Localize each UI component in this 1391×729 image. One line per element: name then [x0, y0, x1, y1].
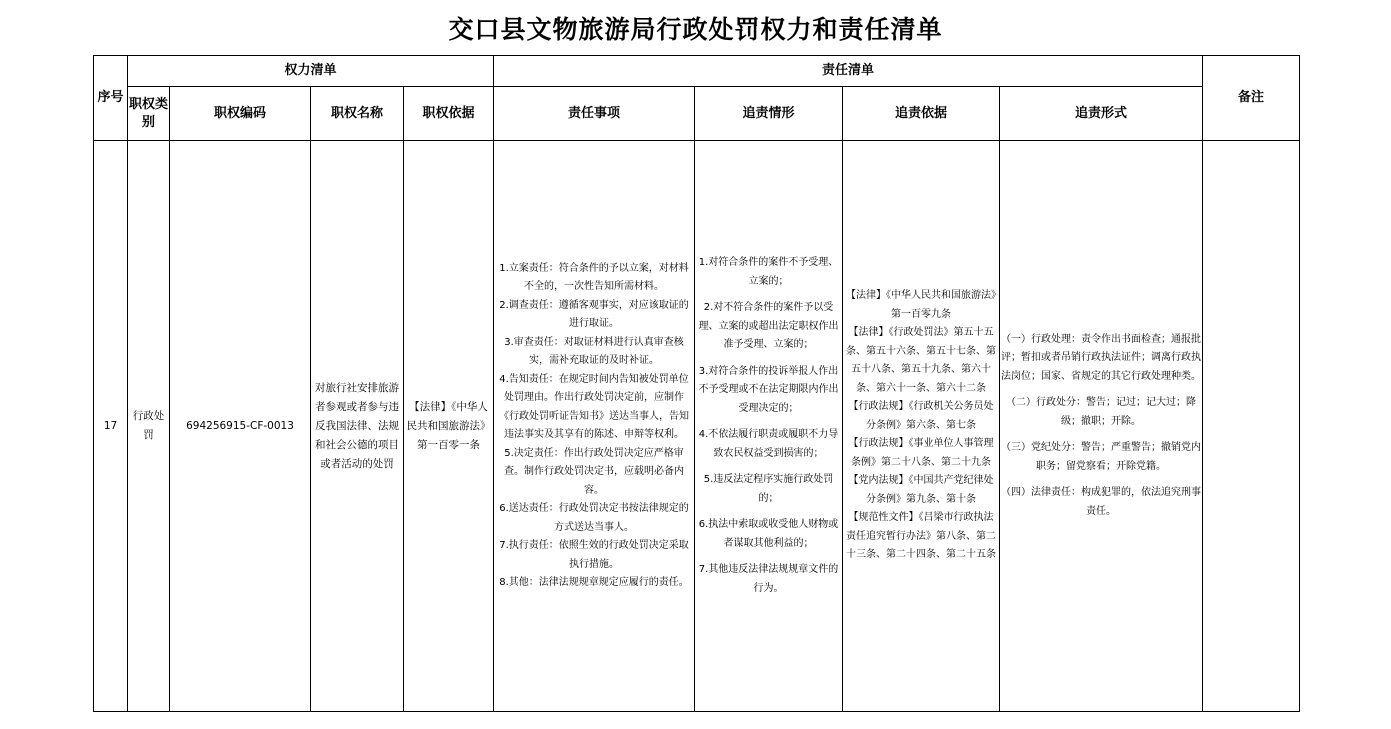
item-line: 5.决定责任：作出行政处罚决定应严格审查。制作行政处罚决定书，应载明必备内容。 [504, 447, 685, 496]
acc-basis-line: 【党内法规】《中国共产党纪律处分条例》第九条、第十条 [848, 475, 994, 505]
header-name: 职权名称 [311, 87, 404, 141]
item-line: 2.调查责任：遵循客观事实，对应该取证的进行取证。 [499, 299, 689, 329]
acc-basis-line: 【行政法规】《行政机关公务员处分条例》第六条、第七条 [848, 401, 994, 431]
accountability-line: 1.对符合条件的案件不予受理、立案的； [698, 257, 839, 287]
accountability-line: 7.其他违反法律法规规章文件的行为。 [698, 564, 839, 594]
acc-basis-line: 【行政法规】《事业单位人事管理条例》第二十八条、第二十九条 [848, 438, 994, 468]
acc-form-line: （二）行政处分：警告；记过；记大过；降级；撤职；开除。 [1006, 397, 1197, 427]
cell-acc-form [1000, 141, 1203, 712]
accountability-line: 4.不依法履行职责或履职不力导致农民权益受到损害的； [698, 429, 839, 459]
header-remarks: 备注 [1203, 56, 1300, 141]
power-responsibility-table [93, 55, 1300, 712]
item-line: 8.其他：法律法规规章规定应履行的责任。 [499, 577, 689, 588]
cell-items [494, 141, 695, 712]
cell-basis: 【法律】《中华人民共和国旅游法》第一百零一条 [404, 141, 494, 712]
accountability-line: 6.执法中索取或收受他人财物或者谋取其他利益的； [698, 519, 839, 549]
header-items: 责任事项 [494, 87, 695, 141]
cell-accountability [695, 141, 843, 712]
accountability-line: 3.对符合条件的投诉举报人作出不予受理或不在法定期限内作出受理决定的； [698, 365, 839, 414]
acc-basis-line: 【规范性文件】《吕梁市行政执法责任追究暂行办法》第八条、第二十三条、第二十四条、第二十五条 [846, 512, 997, 561]
header-acc-form: 追责形式 [1000, 87, 1203, 141]
accountability-line: 2.对不符合条件的案件予以受理、立案的或超出法定职权作出准予受理、立案的； [698, 302, 839, 350]
header-category: 职权类别 [128, 87, 170, 141]
header-code: 职权编码 [170, 87, 311, 141]
cell-acc-basis [843, 141, 1000, 712]
header-acc-basis: 追责依据 [843, 87, 1000, 141]
acc-form-line: （一）行政处理：责令作出书面检查；通报批评；暂扣或者吊销行政执法证件；调离行政执法岗位；国家、省规定的其它行政处理种类。 [1001, 333, 1202, 382]
header-basis: 职权依据 [404, 87, 494, 141]
cell-category: 行政处罚 [128, 141, 170, 712]
acc-form-line: （四）法律责任：构成犯罪的，依法追究刑事责任。 [1001, 487, 1202, 517]
item-line: 7.执行责任：依照生效的行政处罚决定采取执行措施。 [499, 540, 689, 570]
accountability-line: 5.违反法定程序实施行政处罚的； [703, 474, 834, 504]
cell-name: 对旅行社安排旅游者参观或者参与违反我国法律、法规和社会公德的项目或者活动的处罚 [311, 141, 404, 712]
header-power-list: 权力清单 [128, 56, 494, 87]
acc-basis-line: 【法律】《中华人民共和国旅游法》第一百零九条 [846, 290, 997, 320]
cell-remarks [1203, 141, 1300, 712]
header-seq: 序号 [94, 56, 128, 141]
cell-seq: 17 [94, 141, 128, 712]
header-accountability: 追责情形 [695, 87, 843, 141]
acc-basis-line: 【法律】《行政处罚法》第五十五条、第五十六条、第五十七条、第五十八条、第五十九条、第六十条、第六十一条、第六十二条 [846, 327, 997, 394]
page-title: 交口县文物旅游局行政处罚权力和责任清单 [448, 15, 943, 44]
cell-code: 694256915-CF-0013 [170, 141, 311, 712]
item-line: 4.告知责任：在规定时间内告知被处罚单位处罚理由。作出行政处罚决定前，应制作《行政处罚听证告知书》送达当事人，告知违法事实及其享有的陈述、申辩等权利。 [499, 373, 690, 440]
acc-form-line: （三）党纪处分：警告；严重警告；撤销党内职务；留党察看；开除党籍。 [1001, 442, 1202, 472]
item-line: 3.审查责任：对取证材料进行认真审查核实，需补充取证的及时补证。 [504, 336, 684, 366]
item-line: 1.立案责任：符合条件的予以立案，对材料不全的，一次性告知所需材料。 [499, 262, 689, 292]
item-line: 6.送达责任：行政处罚决定书按法律规定的方式送达当事人。 [499, 503, 689, 533]
header-resp-list: 责任清单 [494, 56, 1203, 87]
